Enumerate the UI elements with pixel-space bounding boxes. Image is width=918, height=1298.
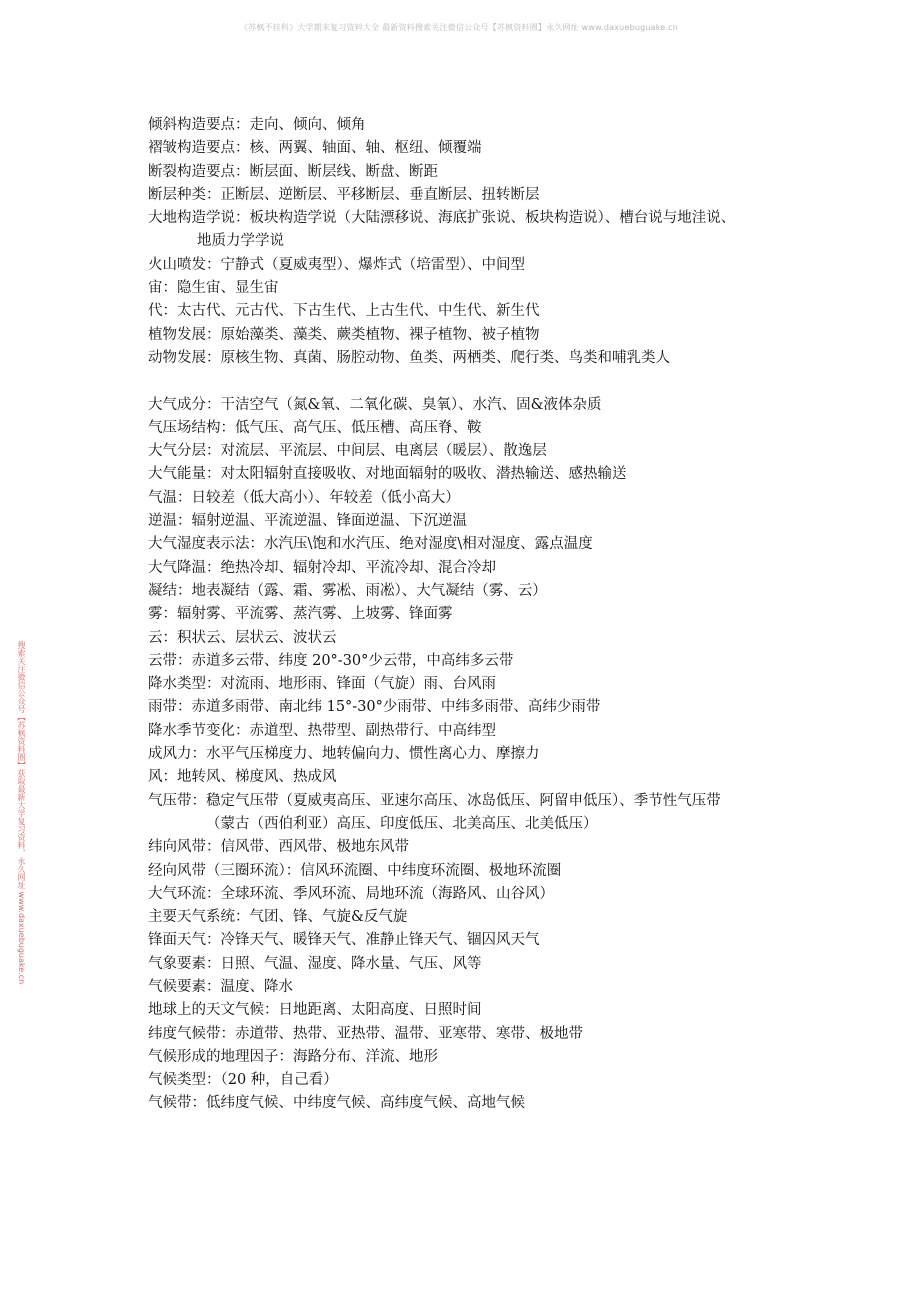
text-line: 大地构造学说：板块构造学说（大陆漂移说、海底扩张说、板块构造说）、槽台说与地洼说、 bbox=[148, 210, 736, 227]
text-line: 锋面天气：冷锋天气、暖锋天气、准静止锋天气、锢囚风天气 bbox=[148, 932, 540, 949]
text-line: 纬度气候带：赤道带、热带、亚热带、温带、亚寒带、寒带、极地带 bbox=[148, 1025, 583, 1042]
text-line-continuation: （蒙古（西伯利亚）高压、印度低压、北美高压、北美低压） bbox=[206, 815, 598, 832]
text-line: 凝结：地表凝结（露、霜、雾凇、雨凇）、大气凝结（雾、云） bbox=[148, 582, 547, 599]
text-line: 气候要素：温度、降水 bbox=[148, 978, 293, 995]
text-line-continuation: 地质力学学说 bbox=[197, 233, 284, 250]
text-line: 雨带：赤道多雨带、南北纬 15°-30°少雨带、中纬多雨带、高纬少雨带 bbox=[148, 699, 601, 716]
text-line: 大气成分：干洁空气（氮&氧、二氧化碳、臭氧）、水汽、固&液体杂质 bbox=[148, 396, 602, 413]
text-line: 大气能量：对太阳辐射直接吸收、对地面辐射的吸收、潜热输送、感热输送 bbox=[148, 466, 627, 483]
text-line: 降水季节变化：赤道型、热带型、副热带行、中高纬型 bbox=[148, 722, 496, 739]
text-line: 宙：隐生宙、显生宙 bbox=[148, 280, 279, 297]
document-body bbox=[148, 114, 788, 1116]
text-line: 气候带：低纬度气候、中纬度气候、高纬度气候、高地气候 bbox=[148, 1095, 525, 1112]
header-watermark: 《苏枫不挂科》大学期末复习资料大全 最新资料搜索关注微信公众号【苏枫资料圈】永久网址 www.daxuebuguake.cn bbox=[239, 23, 679, 32]
text-line: 褶皱构造要点：核、两翼、轴面、轴、枢纽、倾覆端 bbox=[148, 140, 482, 157]
text-line: 成风力：水平气压梯度力、地转偏向力、惯性离心力、摩擦力 bbox=[148, 746, 540, 763]
side-watermark: 搜索关注微信公众号【苏枫资料圈】获取最新大学复习资料，永久网址 www.daxuebuguake.cn bbox=[17, 641, 26, 985]
text-line: 地球上的天文气候：日地距离、太阳高度、日照时间 bbox=[148, 1002, 482, 1019]
text-line: 大气分层：对流层、平流层、中间层、电离层（暖层）、散逸层 bbox=[148, 443, 547, 460]
text-line: 经向风带（三圈环流）：信风环流圈、中纬度环流圈、极地环流圈 bbox=[148, 862, 562, 879]
text-line: 风：地转风、梯度风、热成风 bbox=[148, 769, 337, 786]
text-line: 大气湿度表示法：水汽压\饱和水汽压、绝对湿度\相对湿度、露点温度 bbox=[148, 536, 593, 553]
blank-line bbox=[148, 370, 788, 393]
text-line: 动物发展：原核生物、真菌、肠腔动物、鱼类、两栖类、爬行类、鸟类和哺乳类人 bbox=[148, 349, 670, 366]
text-line: 植物发展：原始藻类、藻类、蕨类植物、裸子植物、被子植物 bbox=[148, 326, 540, 343]
text-line: 云带：赤道多云带、纬度 20°-30°少云带，中高纬多云带 bbox=[148, 652, 514, 669]
text-line: 主要天气系统：气团、锋、气旋&反气旋 bbox=[148, 909, 408, 926]
text-line: 气候形成的地理因子：海路分布、洋流、地形 bbox=[148, 1048, 438, 1065]
text-line: 代：太古代、元古代、下古生代、上古生代、中生代、新生代 bbox=[148, 303, 540, 320]
text-line: 大气环流：全球环流、季风环流、局地环流（海路风、山谷风） bbox=[148, 885, 554, 902]
text-line: 降水类型：对流雨、地形雨、锋面（气旋）雨、台风雨 bbox=[148, 676, 496, 693]
text-line: 气候类型：（20 种，自己看） bbox=[148, 1072, 338, 1089]
text-line: 气温：日较差（低大高小）、年较差（低小高大） bbox=[148, 489, 460, 506]
text-line: 气压场结构：低气压、高气压、低压槽、高压脊、鞍 bbox=[148, 419, 482, 436]
text-line: 气象要素：日照、气温、湿度、降水量、气压、风等 bbox=[148, 955, 482, 972]
text-line: 火山喷发：宁静式（夏威夷型）、爆炸式（培雷型）、中间型 bbox=[148, 256, 525, 273]
text-line: 断裂构造要点：断层面、断层线、断盘、断距 bbox=[148, 163, 438, 180]
text-line: 逆温：辐射逆温、平流逆温、锋面逆温、下沉逆温 bbox=[148, 513, 467, 530]
text-line: 云：积状云、层状云、波状云 bbox=[148, 629, 337, 646]
text-line: 纬向风带：信风带、西风带、极地东风带 bbox=[148, 839, 409, 856]
text-line: 气压带：稳定气压带（夏威夷高压、亚速尔高压、冰岛低压、阿留申低压）、季节性气压带 bbox=[148, 792, 721, 809]
text-line: 断层种类：正断层、逆断层、平移断层、垂直断层、扭转断层 bbox=[148, 186, 540, 203]
text-line: 雾：辐射雾、平流雾、蒸汽雾、上坡雾、锋面雾 bbox=[148, 606, 453, 623]
text-line: 大气降温：绝热冷却、辐射冷却、平流冷却、混合冷却 bbox=[148, 559, 496, 576]
text-line: 倾斜构造要点：走向、倾向、倾角 bbox=[148, 117, 366, 133]
